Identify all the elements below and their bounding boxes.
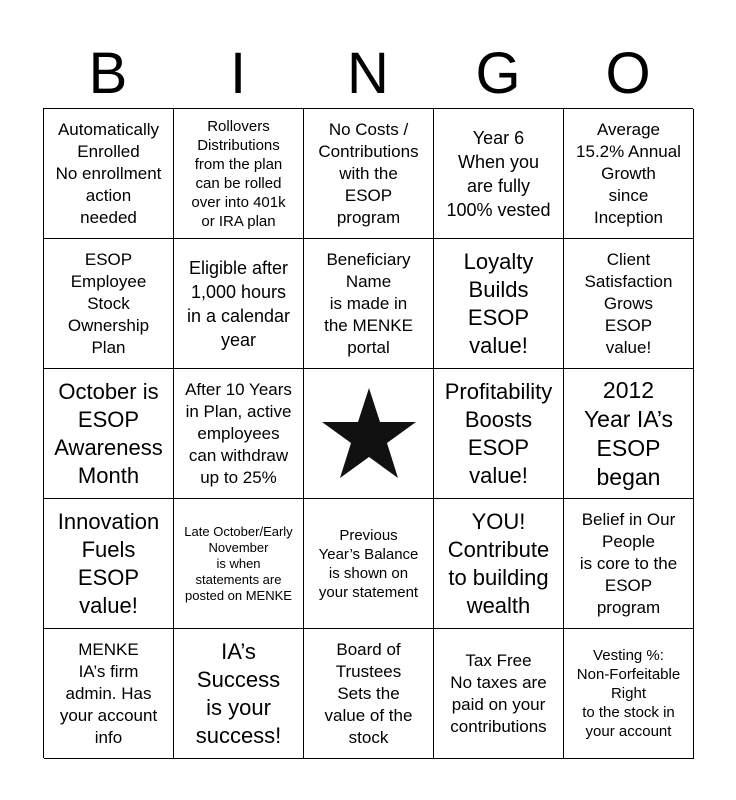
bingo-cell-2-5[interactable] (564, 239, 694, 369)
bingo-cell-5-4[interactable] (434, 629, 564, 759)
cell-text: Beneficiary Name is made in the MENKE portal (324, 249, 413, 357)
cell-text: Tax Free No taxes are paid on your contributions (450, 650, 547, 736)
cell-text: Innovation Fuels ESOP value! (57, 508, 160, 618)
bingo-cell-2-4[interactable] (434, 239, 564, 369)
cell-text: MENKE IA’s firm admin. Has your account info (59, 639, 158, 747)
cell-text: No Costs / Contributions with the ESOP program (318, 119, 419, 227)
bingo-cell-4-1[interactable] (44, 499, 174, 629)
bingo-cell-1-4[interactable] (434, 109, 564, 239)
bingo-cell-4-2[interactable] (174, 499, 304, 629)
cell-text: Vesting %: Non-Forfeitable Right to the stock in your account (576, 647, 681, 740)
cell-text: Eligible after 1,000 hours in a calendar year (186, 257, 291, 350)
header-letter-n: N (347, 41, 389, 106)
cell-text: Client Satisfaction Grows ESOP value! (584, 249, 673, 357)
cell-text: ESOP Employee Stock Ownership Plan (67, 249, 150, 357)
bingo-cell-2-1[interactable] (44, 239, 174, 369)
bingo-cell-1-1[interactable] (44, 109, 174, 239)
cell-text: YOU! Contribute to building wealth (447, 508, 550, 618)
bingo-cell-3-2[interactable] (174, 369, 304, 499)
bingo-cell-3-4[interactable] (434, 369, 564, 499)
header-letter-o: O (605, 41, 651, 106)
cell-text: Average 15.2% Annual Growth since Inception (576, 119, 681, 227)
cell-text: October is ESOP Awareness Month (54, 378, 163, 488)
bingo-cell-4-4[interactable] (434, 499, 564, 629)
bingo-cell-2-3[interactable] (304, 239, 434, 369)
star-icon (319, 384, 419, 484)
bingo-cell-4-3[interactable] (304, 499, 434, 629)
cell-text: Rollovers Distributions from the plan can be rolled over into 401k or IRA plan (191, 117, 286, 230)
cell-text: Board of Trustees Sets the value of the stock (324, 639, 413, 747)
cell-text: IA’s Success is your success! (195, 638, 282, 748)
bingo-cell-3-1[interactable] (44, 369, 174, 499)
header-letter-g: G (475, 41, 521, 106)
cell-text: After 10 Years in Plan, active employees can withdraw up to 25% (185, 379, 292, 487)
bingo-cell-5-2[interactable] (174, 629, 304, 759)
bingo-header (43, 40, 693, 108)
cell-text: 2012 Year IA’s ESOP began (583, 376, 674, 490)
bingo-cell-3-5[interactable] (564, 369, 694, 499)
bingo-cell-1-5[interactable] (564, 109, 694, 239)
header-letter-b: B (88, 41, 128, 106)
cell-text: Year 6 When you are fully 100% vested (446, 127, 551, 220)
bingo-cell-5-1[interactable] (44, 629, 174, 759)
bingo-cell-5-5[interactable] (564, 629, 694, 759)
cell-text: Loyalty Builds ESOP value! (463, 248, 534, 358)
bingo-cell-2-2[interactable] (174, 239, 304, 369)
bingo-cell-1-3[interactable] (304, 109, 434, 239)
cell-text: Belief in Our People is core to the ESOP program (579, 509, 678, 617)
bingo-card-grid (43, 108, 693, 758)
cell-text: Automatically Enrolled No enrollment action needed (55, 119, 162, 227)
bingo-cell-4-5[interactable] (564, 499, 694, 629)
cell-text: Profitability Boosts ESOP value! (444, 378, 553, 488)
cell-text: Late October/Early November is when statements are posted on MENKE (184, 523, 293, 603)
header-letter-i: I (229, 41, 247, 106)
cell-text: Previous Year’s Balance is shown on your statement (318, 526, 419, 601)
bingo-cell-1-2[interactable] (174, 109, 304, 239)
bingo-cell-free-space[interactable] (304, 369, 434, 499)
bingo-cell-5-3[interactable] (304, 629, 434, 759)
